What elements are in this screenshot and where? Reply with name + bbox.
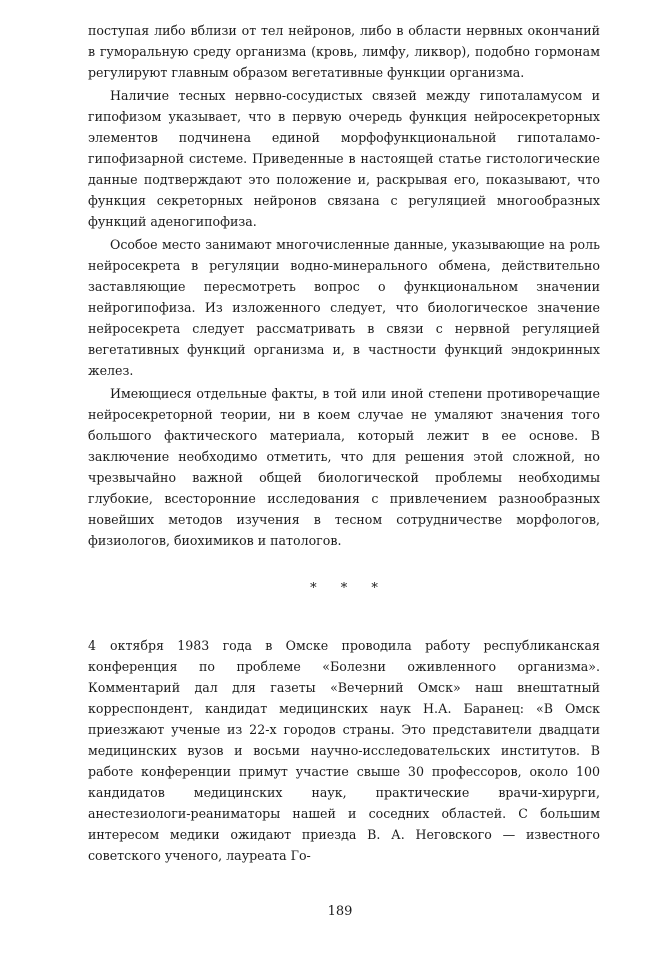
- paragraph-conference: [88, 635, 600, 866]
- page-number: 189: [327, 904, 353, 919]
- section-separator: * * *: [310, 581, 388, 596]
- paragraph-conclusion: Имеющиеся отдельные факты, в той или иной степени противоречащие нейросекреторной теории, ни в коем случае не умаляют значения того большого фактического материала, который лежит в ее основе. В заключение необходимо отметить, что для решения этой сложной, но чрезвычайно важной общей биологической проблемы необходимы глубокие, всесторонние исследования с привлечением разнообразных новейших методов изучения в тесном сотрудничестве морфологов, физиологов, биохимиков и патологов.: [88, 386, 600, 548]
- article-day: 4: [88, 638, 97, 653]
- page-body: [88, 20, 600, 866]
- article-text: октября 1983 года в Омске проводила работу республиканская конференция по проблеме «Болезни оживленного организма». Комментарий дал для газеты «Вечерний Омск» наш внештатный корреспондент, кандидат медицинских наук Н.А. Баранец: «В Омск приезжают ученые из 22-х городов страны. Это представители двадцати медицинских вузов и восьми научно-исследовательских институтов. В работе конференции примут участие свыше 30 профессоров, около 100 кандидатов медицинских наук, практические врачи-хирурги, анестезиологи-реаниматоры нашей и соседних областей. С большим интересом медики ожидают приезда В. А. Неговского — известного советского ученого, лауреата Го-: [88, 638, 600, 863]
- paragraph-neurosecretion: Особое место занимают многочисленные данные, указывающие на роль нейросекрета в регуляции водно-минерального обмена, действительно заставляющие пересмотреть вопрос о функциональном значении нейрогипофиза. Из изложенного следует, что биологическое значение нейросекрета следует рассматривать в связи с нервной регуляцией вегетативных функций организма и, в частности функций эндокринных желез.: [88, 237, 600, 378]
- paragraph-hypothalamus: Наличие тесных нервно-сосудистых связей между гипоталамусом и гипофизом указывает, что в первую очередь функция нейросекреторных элементов подчинена единой морфофункциональной гипоталамо-гипофизарной системе. Приведенные в настоящей статье гистологические данные подтверждают это положение и, раскрывая его, показывают, что функция секреторных нейронов связана с регуляцией многообразных функций аденогипофиза.: [88, 88, 600, 229]
- paragraph-continuation: поступая либо вблизи от тел нейронов, либо в области нервных окончаний в гуморальную среду организма (кровь, лимфу, ликвор), подобно гормонам регулируют главным образом вегетативные функции организма.: [88, 23, 600, 80]
